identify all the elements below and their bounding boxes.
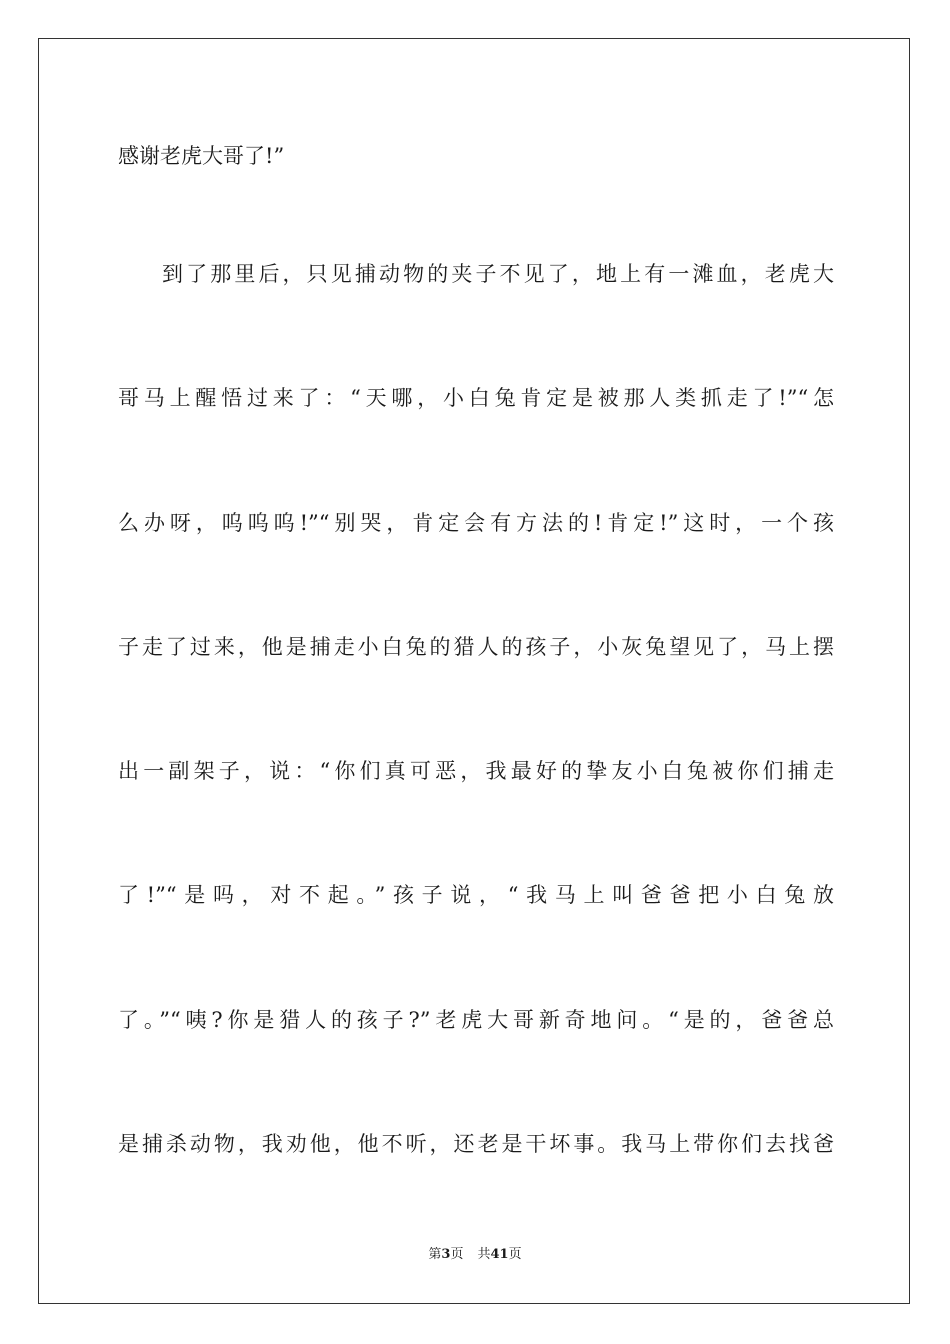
page-border: [38, 38, 910, 1304]
page-number: 3: [441, 1247, 451, 1262]
total-pages: 41: [490, 1247, 509, 1262]
text-line-5: 子走了过来，他是捕走小白兔的猎人的孩子，小灰兔望见了，马上摆: [118, 635, 834, 659]
text-line-6: 出一副架子，说：“你们真可恶，我最好的挚友小白兔被你们捕走: [118, 759, 834, 783]
page-suffix: 页: [450, 1247, 464, 1262]
text-line-9: 是捕杀动物，我劝他，他不听，还老是干坏事。我马上带你们去找爸: [118, 1132, 834, 1156]
page-prefix: 第: [428, 1247, 442, 1262]
text-line-3: 哥马上醒悟过来了：“天哪，小白兔肯定是被那人类抓走了!”“怎: [118, 386, 834, 410]
total-prefix: 共: [477, 1247, 491, 1262]
text-line-7: 了!”“是吗，对不起。”孩子说，“我马上叫爸爸把小白兔放: [118, 883, 834, 907]
text-line-4: 么办呀，呜呜呜!”“别哭，肯定会有方法的!肯定!”这时，一个孩: [118, 511, 834, 535]
page-footer: [0, 1246, 950, 1264]
total-suffix: 页: [508, 1247, 522, 1262]
text-line-1: 感谢老虎大哥了!”: [118, 144, 285, 168]
text-line-2: 到了那里后，只见捕动物的夹子不见了，地上有一滩血，老虎大: [162, 262, 834, 286]
text-line-8: 了。”“咦?你是猎人的孩子?”老虎大哥新奇地问。“是的，爸爸总: [118, 1008, 834, 1032]
